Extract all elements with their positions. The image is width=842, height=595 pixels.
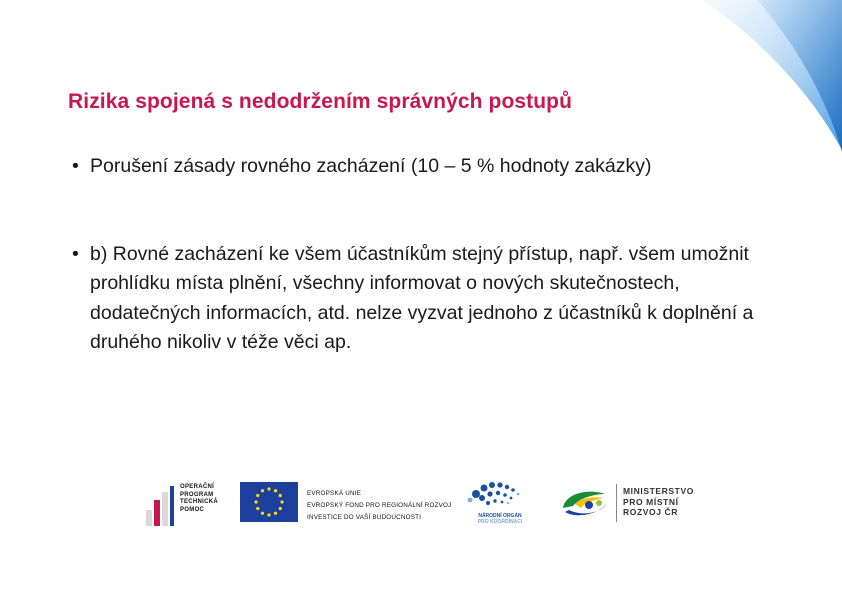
eu-star [261,489,264,492]
mmr-divider [616,484,617,522]
corner-swoosh-decoration [702,0,842,160]
bullet-list [72,152,772,358]
eu-star [256,507,259,510]
eu-star [274,489,277,492]
footer-logos [144,478,704,528]
national-body-text: NÁRODNÍ ORGÁN PRO KOORDINACI [477,513,523,525]
op-bars-icon [144,484,176,526]
bullet-item: • Porušení zásady rovného zacházení (10 – 5 % hodnoty zakázky) [72,152,772,182]
slide-title: Rizika spojená s nedodržením správných postupů [68,90,573,113]
eu-star [280,500,283,503]
eu-star [256,494,259,497]
eu-star [279,507,282,510]
op-logo-text: OPERAČNÍ PROGRAM TECHNICKÁ POMOC [180,484,219,513]
eu-star [267,487,270,490]
eu-logo-text: EVROPSKÁ UNIE EVROPSKÝ FOND PRO REGIONÁLNÍ ROZVOJ INVESTICE DO VAŠÍ BUDOUCNOSTI [307,490,452,521]
eu-flag-icon [240,482,298,522]
eu-star [279,494,282,497]
mmr-logo-icon [559,484,611,522]
eu-star [254,500,257,503]
mmr-logo-text: MINISTERSTVO PRO MÍSTNÍ ROZVOJ ČR [623,486,694,517]
eu-star [274,512,277,515]
eu-star [261,512,264,515]
bullet-item: • b) Rovné zacházení ke všem účastníkům stejný přístup, např. všem umožnit prohlídku místa plnění, všechny informovat o nových skutečnostech, dodatečných informacích, atd. nelze vyzvat jednoho z účastníků k doplnění a druhého nikoliv v téže věci ap. [72,240,772,358]
op-technical-assistance-logo [144,482,224,526]
eu-star [267,513,270,516]
